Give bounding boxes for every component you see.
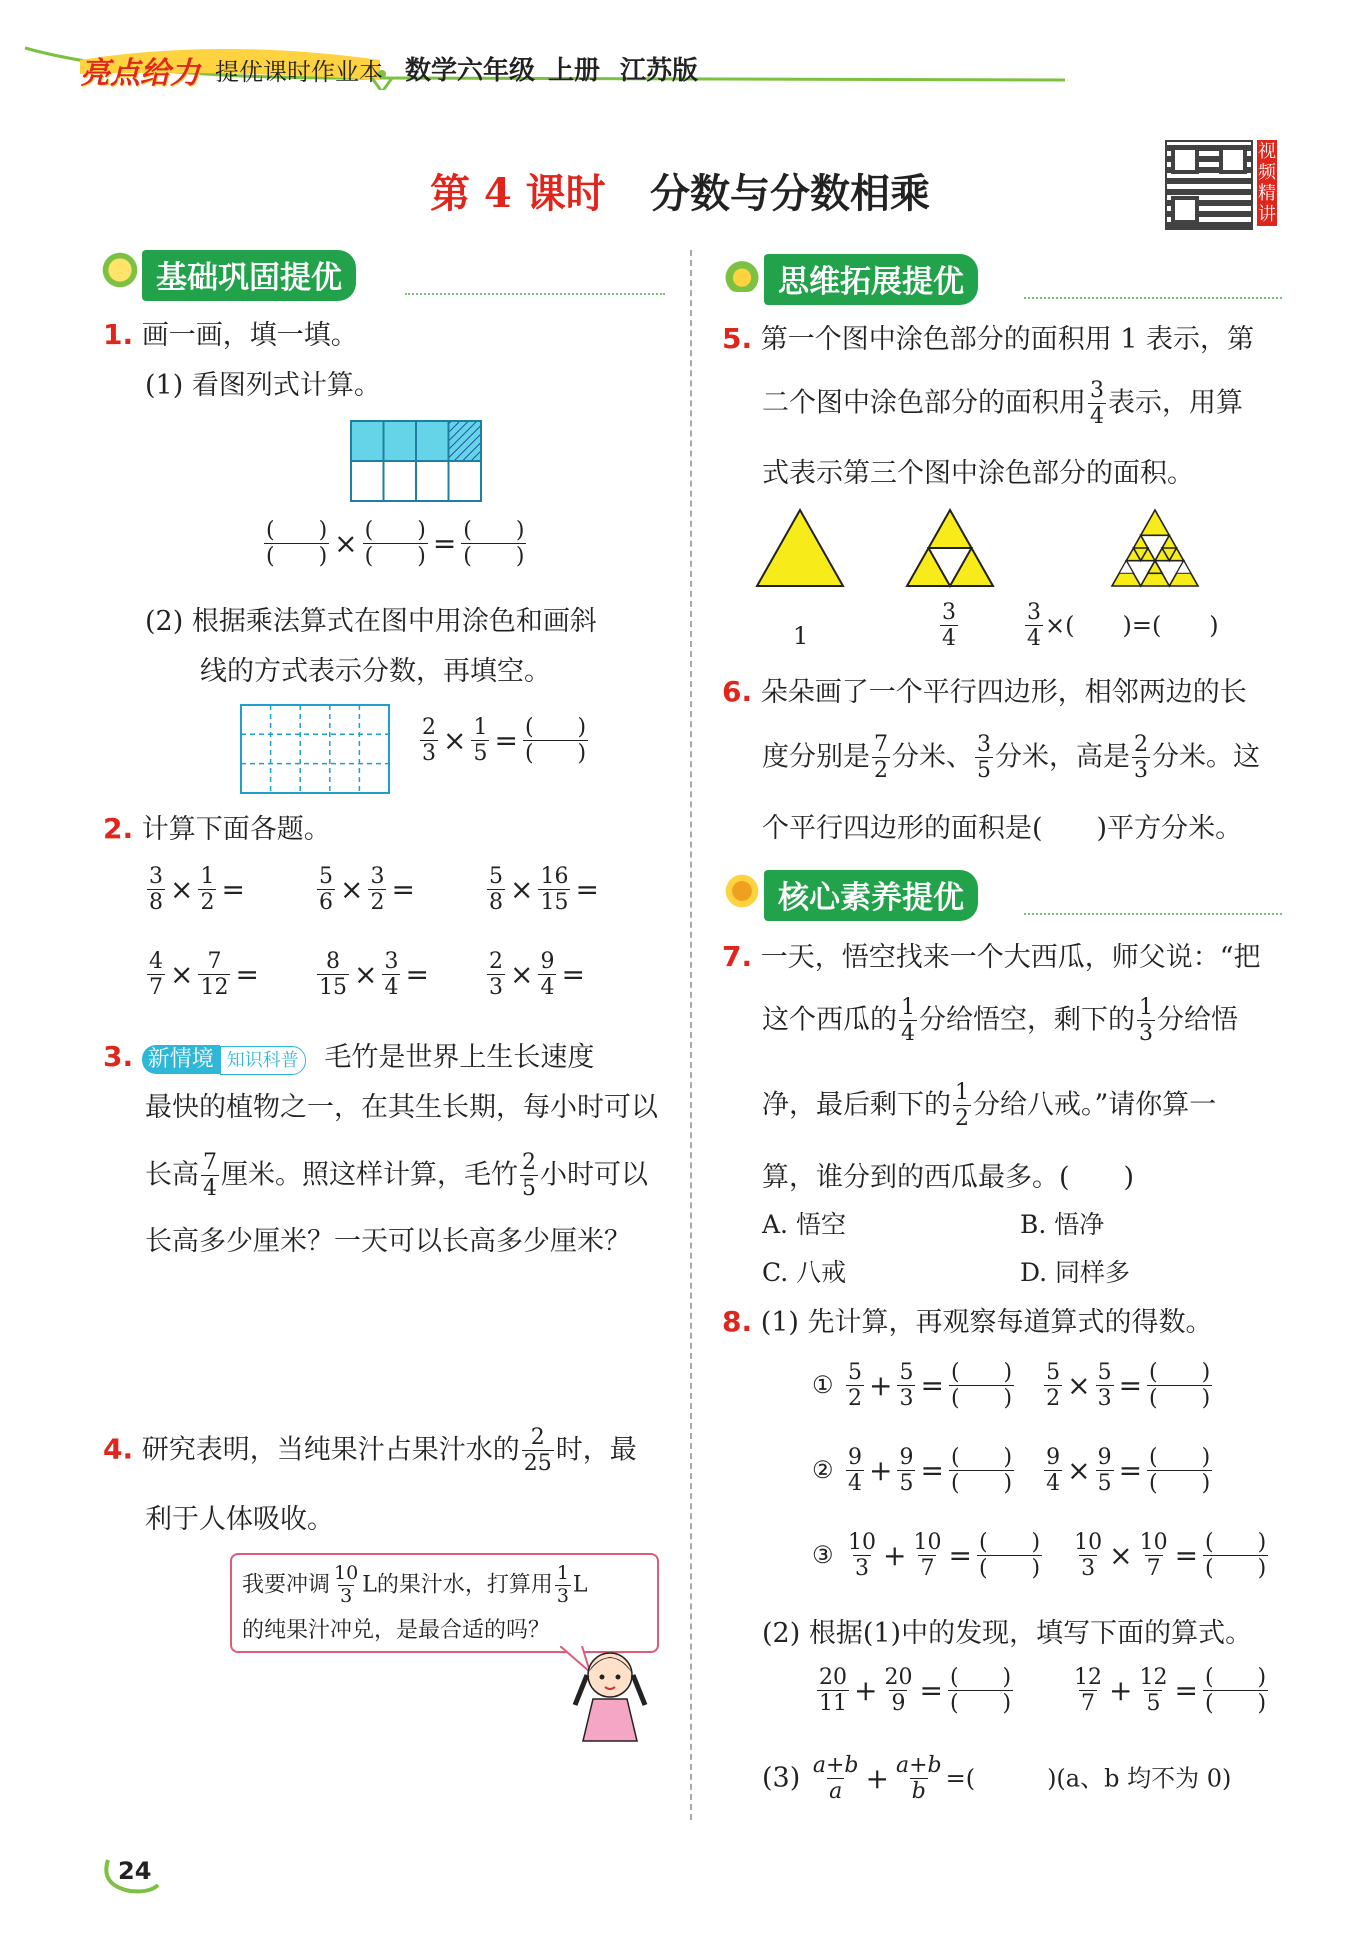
- question-number: 2.: [103, 812, 134, 845]
- q1-part1: (1) 看图列式计算。: [145, 370, 381, 401]
- q2-problem: $\frac{2}{3}$ × $\frac{9}{4}$ =: [489, 949, 585, 1001]
- question-number: 1.: [103, 318, 134, 351]
- q1-text: 画一画，填一填。: [141, 320, 358, 351]
- q2-header: [103, 812, 331, 846]
- q7-line1: 7. 一天，悟空找来一个大西瓜，师父说：“把: [722, 940, 1261, 973]
- question-number: 5.: [722, 322, 753, 355]
- q1-empty-grid[interactable]: [240, 704, 390, 794]
- question-number: 7.: [722, 940, 753, 973]
- q7-option-c[interactable]: C. 八戒: [762, 1258, 847, 1287]
- q8-part3: (3) $\frac{a+b}{a}$ + $\frac{a+b}{b}$ =( )(a、b 均不为 0): [762, 1753, 1232, 1805]
- page-title: 分数与分数相乘: [650, 170, 930, 217]
- q1-grid-figure: [350, 420, 482, 502]
- lightbulb-icon: [100, 250, 140, 290]
- q5-line1: 5. 第一个图中涂色部分的面积用 1 表示，第: [722, 322, 1255, 355]
- tag-science: 知识科普: [220, 1046, 306, 1075]
- q3-line4: 长高多少厘米？一天可以长高多少厘米？: [145, 1226, 631, 1257]
- q7-option-d[interactable]: D. 同样多: [1020, 1258, 1131, 1287]
- brand-logo: 亮点给力: [80, 56, 200, 91]
- q7-line4: 算，谁分到的西瓜最多。( ): [762, 1162, 1135, 1193]
- q6-line1: 6. 朵朵画了一个平行四边形，相邻两边的长: [722, 675, 1247, 708]
- header-bar: [20, 40, 1065, 90]
- sprout-icon: [722, 256, 762, 292]
- q2-problem: $\frac{3}{8}$ × $\frac{1}{2}$ =: [149, 864, 245, 916]
- q4-line1: 4. 研究表明，当纯果汁占果汁水的 $\frac{2}{25}$ 时，最: [103, 1425, 637, 1477]
- q1-part2-line2: 线的方式表示分数，再填空。: [200, 656, 551, 687]
- q5-line3: 式表示第三个图中涂色部分的面积。: [762, 458, 1194, 489]
- q8-row: ① $\frac{5}{2}$ + $\frac{5}{3}$ = $\frac{( )}{( )}$ $\frac{5}{2}$ × $\frac{5}{3}$ = $\frac{( )}{( )}$: [812, 1360, 1211, 1412]
- section-title: 基础巩固提优: [142, 250, 356, 301]
- question-number: 4.: [103, 1432, 134, 1466]
- question-number: 6.: [722, 675, 753, 708]
- triangle-figures: [755, 508, 1215, 588]
- q3-line1: 3. 新情境 知识科普 毛竹是世界上生长速度: [103, 1040, 595, 1073]
- edition: 江苏版: [620, 56, 699, 86]
- q6-line2: 度分别是 $\frac{7}{2}$ 分米、 $\frac{3}{5}$ 分米，高是 $\frac{2}{3}$ 分米。这: [762, 732, 1260, 784]
- trophy-icon: [722, 872, 762, 910]
- q5-label2: $\frac{3}{4}$: [942, 600, 956, 652]
- speech-bubble: 我要冲调 $\frac{10}{3}$ L的果汁水，打算用 $\frac{1}{3}$ L 的纯果汁冲兑，是最合适的吗？: [230, 1553, 659, 1653]
- q7-line2: 这个西瓜的 $\frac{1}{4}$ 分给悟空，剩下的 $\frac{1}{3}$ 分给悟: [762, 995, 1238, 1047]
- q1-part2-line1: (2) 根据乘法算式在图中用涂色和画斜: [145, 606, 597, 637]
- q8-part2-row: $\frac{20}{11}$ + $\frac{20}{9}$ = $\frac{( )}{( )}$: [819, 1665, 1012, 1717]
- q7-line3: 净，最后剩下的 $\frac{1}{2}$ 分给八戒。”请你算一: [762, 1080, 1217, 1132]
- q1-header: [103, 318, 358, 352]
- q2-problem: $\frac{5}{8}$ × $\frac{16}{15}$ =: [489, 864, 599, 916]
- q6-line3: 个平行四边形的面积是( )平方分米。: [762, 813, 1243, 844]
- q2-problem: $\frac{5}{6}$ × $\frac{3}{2}$ =: [319, 864, 415, 916]
- qr-label: 视频精讲: [1258, 141, 1276, 225]
- lesson-number: 第 4 课时: [430, 170, 606, 217]
- q8-part2: (2) 根据(1)中的发现，填写下面的算式。: [762, 1618, 1253, 1649]
- q7-option-a[interactable]: A. 悟空: [762, 1210, 846, 1239]
- qr-code[interactable]: [1165, 140, 1253, 230]
- q1-part2-equation: $\frac{2}{3}$ × $\frac{1}{5}$ = $\frac{( )}{( )}$: [422, 715, 587, 767]
- subject-grade: 数学六年级: [405, 56, 536, 86]
- q4-line2: 利于人体吸收。: [145, 1504, 334, 1535]
- tag-new-context: 新情境: [142, 1045, 220, 1074]
- q5-line2: 二个图中涂色部分的面积用 $\frac{3}{4}$ 表示，用算: [762, 378, 1243, 430]
- section-title: 核心素养提优: [764, 870, 978, 921]
- question-number: 3.: [103, 1040, 134, 1073]
- q2-text: 计算下面各题。: [141, 814, 331, 845]
- section-title: 思维拓展提优: [764, 254, 978, 305]
- column-divider: [690, 250, 692, 1820]
- q2-problem: $\frac{8}{15}$ × $\frac{3}{4}$ =: [319, 949, 429, 1001]
- series-name: 提优课时作业本: [215, 58, 383, 86]
- q8-row: ③ $\frac{10}{3}$ + $\frac{10}{7}$ = $\frac{( )}{( )}$ $\frac{10}{3}$ × $\frac{10}{7}$ = $\frac{( )}{( )}$: [812, 1530, 1267, 1582]
- q3-line3: 长高 $\frac{7}{4}$ 厘米。照这样计算，毛竹 $\frac{2}{5}$ 小时可以: [145, 1150, 648, 1202]
- q8-part2-row: $\frac{12}{7}$ + $\frac{12}{5}$ = $\frac{( )}{( )}$: [1074, 1665, 1267, 1717]
- q8-row: ② $\frac{9}{4}$ + $\frac{9}{5}$ = $\frac{( )}{( )}$ $\frac{9}{4}$ × $\frac{9}{5}$ = $\frac{( )}{( )}$: [812, 1445, 1211, 1497]
- question-number: 8.: [722, 1305, 753, 1338]
- girl-illustration: [565, 1645, 655, 1745]
- q1-blank-equation: $\frac{( )}{( )}$ × $\frac{( )}{( )}$ = $\frac{( )}{( )}$: [266, 518, 525, 570]
- q8-part1: 8. (1) 先计算，再观察每道算式的得数。: [722, 1305, 1213, 1338]
- q7-option-b[interactable]: B. 悟净: [1020, 1210, 1105, 1239]
- q3-line2: 最快的植物之一，在其生长期，每小时可以: [145, 1092, 658, 1123]
- q2-problem: $\frac{4}{7}$ × $\frac{7}{12}$ =: [149, 949, 259, 1001]
- q5-answer-line: $\frac{3}{4}$ ×( )=( ): [1027, 600, 1219, 652]
- q5-label1: 1: [793, 622, 809, 650]
- volume: 上册: [548, 56, 601, 86]
